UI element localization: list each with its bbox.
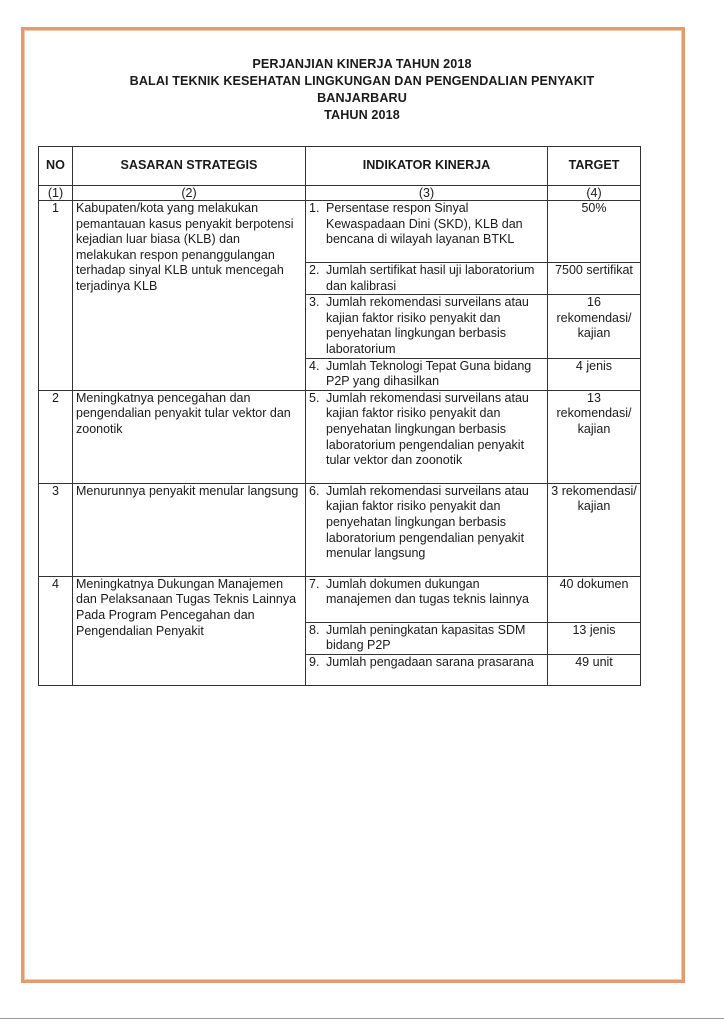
indicator-number: 1. bbox=[309, 201, 320, 215]
indicator-item bbox=[309, 359, 544, 390]
target-cell: 13 jenis bbox=[548, 622, 641, 654]
title-line-2: BALAI TEKNIK KESEHATAN LINGKUNGAN DAN PENGENDALIAN PENYAKIT bbox=[129, 74, 595, 88]
indicator-number: 8. bbox=[309, 622, 320, 637]
header-target: TARGET bbox=[548, 147, 641, 186]
target-cell: 13 rekomendasi/ kajian bbox=[548, 390, 641, 483]
indicator-item bbox=[309, 484, 544, 562]
indikator-kinerja-cell bbox=[306, 201, 548, 263]
indicator-text: Jumlah rekomendasi surveilans atau kajian faktor risiko penyakit dan penyehatan lingkungan berbasis laboratorium pengendalian penyakit tular vektor dan zoonotik bbox=[326, 390, 529, 468]
indicator-text: Jumlah sertifikat hasil uji laboratorium dan kalibrasi bbox=[326, 263, 535, 293]
table-row bbox=[39, 390, 641, 483]
indicator-text: Jumlah pengadaan sarana prasarana bbox=[326, 654, 534, 669]
indicator-text: Jumlah peningkatan kapasitas SDM bidang P2P bbox=[326, 622, 526, 653]
row-number: 3 bbox=[39, 483, 73, 576]
column-number: (4) bbox=[548, 186, 641, 201]
header-indikator-kinerja: INDIKATOR KINERJA bbox=[306, 147, 548, 186]
indikator-kinerja-cell bbox=[306, 263, 548, 295]
target-cell: 3 rekomendasi/ kajian bbox=[548, 483, 641, 576]
sasaran-strategis-cell: Kabupaten/kota yang melakukan pemantauan kasus penyakit berpotensi kejadian luar biasa (KLB) dan melakukan respon penanggulangan terhadap sinyal KLB untuk mencegah terjadinya KLB bbox=[73, 201, 306, 391]
column-number: (3) bbox=[306, 186, 548, 201]
indicator-number: 9. bbox=[309, 654, 320, 669]
indicator-number: 7. bbox=[309, 576, 320, 591]
table-row bbox=[39, 201, 641, 263]
indikator-kinerja-cell bbox=[306, 390, 548, 483]
indicator-text: Jumlah rekomendasi surveilans atau kajian faktor risiko penyakit dan penyehatan lingkungan berbasis laboratorium bbox=[326, 295, 529, 356]
table-header-row bbox=[39, 147, 641, 186]
column-number: (1) bbox=[39, 186, 73, 201]
indikator-kinerja-cell bbox=[306, 295, 548, 358]
indicator-text: Jumlah rekomendasi surveilans atau kajian faktor risiko penyakit dan penyehatan lingkungan berbasis laboratorium pengendalian penyakit menular langsung bbox=[326, 483, 529, 561]
target-cell: 4 jenis bbox=[548, 358, 641, 390]
column-number: (2) bbox=[73, 186, 306, 201]
title-line-4: TAHUN 2018 bbox=[324, 108, 400, 122]
table-row bbox=[39, 576, 641, 622]
title-line-3: BANJARBARU bbox=[317, 91, 407, 105]
indicator-number: 6. bbox=[309, 483, 320, 498]
sasaran-strategis-cell: Meningkatnya pencegahan dan pengendalian penyakit tular vektor dan zoonotik bbox=[73, 390, 306, 483]
indicator-item bbox=[309, 201, 544, 248]
indicator-item bbox=[309, 577, 544, 608]
target-cell: 16 rekomendasi/ kajian bbox=[548, 295, 641, 358]
table-row bbox=[39, 483, 641, 576]
indikator-kinerja-cell bbox=[306, 622, 548, 654]
row-number: 4 bbox=[39, 576, 73, 685]
indicator-item bbox=[309, 655, 544, 671]
performance-agreement-table bbox=[38, 146, 641, 686]
indicator-item bbox=[309, 391, 544, 469]
header-no: NO bbox=[39, 147, 73, 186]
indicator-number: 4. bbox=[309, 358, 320, 373]
table-body bbox=[39, 201, 641, 686]
indicator-number: 2. bbox=[309, 263, 320, 277]
indicator-item bbox=[309, 263, 544, 294]
indicator-number: 5. bbox=[309, 390, 320, 405]
target-cell: 7500 sertifikat bbox=[548, 263, 641, 295]
indicator-text: Jumlah Teknologi Tepat Guna bidang P2P yang dihasilkan bbox=[326, 358, 532, 389]
target-cell: 49 unit bbox=[548, 654, 641, 685]
header-sasaran-strategis: SASARAN STRATEGIS bbox=[73, 147, 306, 186]
indicator-number: 3. bbox=[309, 295, 320, 310]
indikator-kinerja-cell bbox=[306, 358, 548, 390]
target-cell: 50% bbox=[548, 201, 641, 263]
column-number-row bbox=[39, 186, 641, 201]
document-title-block bbox=[0, 56, 724, 124]
row-number: 2 bbox=[39, 390, 73, 483]
indikator-kinerja-cell bbox=[306, 483, 548, 576]
indicator-text: Persentase respon Sinyal Kewaspadaan Dini (SKD), KLB dan bencana di wilayah layanan BTKL bbox=[326, 201, 523, 247]
scan-edge-line bbox=[0, 1018, 724, 1019]
indicator-text: Jumlah dokumen dukungan manajemen dan tugas teknis lainnya bbox=[326, 576, 529, 607]
indikator-kinerja-cell bbox=[306, 654, 548, 685]
indikator-kinerja-cell bbox=[306, 576, 548, 622]
target-cell: 40 dokumen bbox=[548, 576, 641, 622]
indicator-item bbox=[309, 623, 544, 654]
row-number: 1 bbox=[39, 201, 73, 391]
sasaran-strategis-cell: Meningkatnya Dukungan Manajemen dan Pelaksanaan Tugas Teknis Lainnya Pada Program Pencegahan dan Pengendalian Penyakit bbox=[73, 576, 306, 685]
title-line-1: PERJANJIAN KINERJA TAHUN 2018 bbox=[252, 57, 472, 71]
indicator-item bbox=[309, 295, 544, 357]
sasaran-strategis-cell: Menurunnya penyakit menular langsung bbox=[73, 483, 306, 576]
